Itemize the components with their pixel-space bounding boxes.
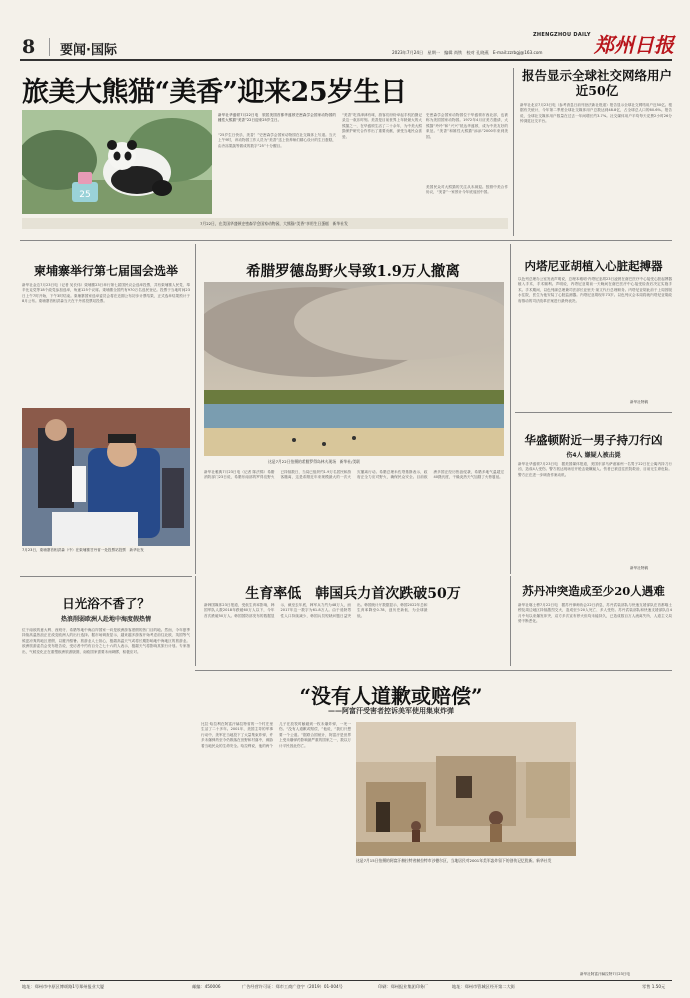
cambodia-caption: 7月23日，柬埔寨首相洪森（中）在柬埔寨甘丹省一处投票站投票 新华社发: [22, 548, 144, 552]
footer-ads: 广告经营许可证：郑市工商广登字（2019）01-004号: [242, 984, 343, 989]
masthead-pinyin: ZHENGZHOU DAILY: [533, 32, 591, 38]
section-rule: [515, 412, 672, 413]
footer-rule: [20, 980, 672, 981]
history-body-right: [583, 722, 672, 968]
greece-caption: 这是7月22日拍摄的希腊罗得岛林火现场 新华社/美联: [268, 459, 361, 464]
footer-printer-address: 地址：郑州市管城区经开第二大街: [452, 984, 515, 989]
birthrate-body: 新韩国媒体23日报道，受低生育率影响，韩国军队人数2018年跌破60万人以下，今年首次跌破50万人。韩国国防部发布的数据显示，截至去年底，韩军兵力约为48万人，而2017年这一数字为61.8万人。由于适龄男性人口持续减少，韩国兵员短缺问题日益突出。韩国统计厅数据显示，韩国2022年总和生育率降至0.78，创历史新低，为全球最低。: [204, 603, 428, 618]
panda-lead: 新华社华盛顿7月22日电 旅居美国首都华盛顿史密森学会国家动物园的雌性大熊猫“美香”22日迎来25岁生日。: [218, 113, 336, 123]
greece-photo: [204, 282, 504, 456]
panda-body-2: “美香”吃得津津有味，游客们纷纷举起手机拍摄记录这一欢乐时刻。美香是目前世界上年龄最大的大熊猫之一，在华盛顿生活了二十余年，为中美大熊猫保护研究合作作出了重要贡献，深受当地民众喜爱。: [342, 113, 422, 139]
column-divider: [510, 576, 511, 666]
column-divider: [513, 68, 514, 236]
sudan-headline: 苏丹冲突造成至少20人遇难: [522, 584, 665, 598]
greece-body: 新华社雅典7月23日电（记者 陈法锦）希腊消防部门23日说，希腊东南部的罗得岛野火已持续数日，当局已组织约1.9万名居民和游客撤离，这是希腊近年来规模最大的一次火灾撤离行动。希腊总理米佐塔基斯表示，政府正全力应对野火，确保民众安全。目前欧洲多国正经历热浪侵袭，希腊多地气温超过40摄氏度，干燥炎热天气加剧了火势蔓延。: [204, 470, 504, 480]
sunbath-subhead: 热浪削弱欧洲人赴地中海度假热情: [60, 616, 151, 623]
panda-photo: [22, 110, 212, 214]
column-divider: [195, 576, 196, 666]
greece-headline: 希腊罗德岛野火导致1.9万人撤离: [246, 263, 460, 280]
panda-caption: 7月22日，在美国华盛顿史密森学会国家动物园，大熊猫“美香”享用生日蛋糕 新华社发: [200, 221, 348, 226]
page-number: 8: [22, 36, 36, 58]
panda-body-1: “25岁生日快乐，美香！”史密森学会国家动物园在社交媒体上写道。当天上午9时，该动物园工作人员为“美香”送上营养师们精心设计的生日蛋糕，由冷冻果蔬等做成的数字“25”十分醒目。: [218, 133, 336, 148]
stabbing-headline: 华盛顿附近一男子持刀行凶: [524, 433, 663, 447]
birthrate-headline: 生育率低 韩国兵力首次跌破50万: [245, 586, 461, 602]
history-photo: [356, 722, 576, 856]
panda-headline: 旅美大熊猫“美香”迎来25岁生日: [22, 77, 407, 108]
page-header: [0, 0, 690, 58]
transplant-body: 以色列总理办公室发表声明说，总理本雅明·内塔尼亚胡23日凌晨在谢巴医疗中心接受心脏起搏器植入手术，手术顺利。声明说，内塔尼亚胡前一天晚间在谢巴医疗中心接受检查后决定实施手术。手术期间，以色列副总理兼司法部长亚里夫·莱文代行总理职务。内塔尼亚胡此前于上周因脱水住院，医生为他安装了心脏监测器。内塔尼亚胡现年73岁。以色列议会本周将就内塔尼亚胡政府推动的司法改革法案进行最终表决。: [518, 277, 672, 303]
masthead-logo: 郑州日报: [594, 33, 674, 57]
cambodia-body: 新华社金边7月23日电（记者 吴长伟）柬埔寨23日举行第七届国民议会选举投票，共有柬埔寨人民党、奉辛比克党等18个政党参加选举，角逐125个议席。柬埔寨全国约有970万名选民登记。投票于当地时间23日上午7时开始，下午3时结束。柬埔寨国家选举委员会将在近期公布初步计票结果，正式选举结果预计于8月公布。柬埔寨首相洪森当天在干丹省投票站投票。: [22, 283, 190, 304]
header-rule: [20, 59, 672, 61]
footer-price: 零售 1.50元: [642, 984, 666, 989]
section-rule: [20, 240, 672, 241]
footer-postcode: 邮编：450006: [192, 984, 221, 989]
transplant-credit: 新华社特稿: [630, 400, 648, 404]
column-divider: [510, 244, 511, 574]
report-headline: 报告显示全球社交网络用户近50亿: [522, 68, 673, 98]
section-rule: [20, 576, 192, 577]
cambodia-headline: 柬埔寨举行第七届国会选举: [33, 264, 178, 278]
sunbath-body: 位于南欧的意大利、西班牙、希腊等地中海沿岸国家一向是欧洲游客度假的热门目的地。然而，今年夏季持续高温热浪正在改变欧洲人的出行选择。据市场调查显示，越来越多游客开始考虑前往北欧、英国等气候更凉爽的地区度假，以避开酷暑。旅游业人士担心，极端高温天气或将长期影响地中海地区的旅游业。欧洲旅游委员会发布报告说，受访者中约有百分之七十六的人表示，极端天气将影响其旅行计划。专家指出，气候变化正在重塑欧洲旅游版图，南欧国家需要未雨绸缪，积极应对。: [22, 628, 190, 654]
header-meta: 2023年7月24日 星期一 编辑 尚铁 校对 孔晓燕 E-mail:zzrbgj@163.com: [392, 50, 543, 55]
section-title: 要闻·国际: [60, 43, 117, 58]
history-subhead: ——阿富汗受害者控诉美军使用集束炸弹: [328, 707, 454, 715]
history-headline: “没有人道歉或赔偿”: [299, 684, 483, 708]
svg-text:25: 25: [79, 190, 91, 200]
footer: [22, 984, 672, 994]
sunbath-headline: 日光浴不香了？: [62, 596, 150, 611]
section-rule: [195, 670, 672, 671]
report-body: 新华社北京7月23日电（参考消息日前刊登法新社报道）报告显示全球社交网络用户近50亿。根据有关统计，今年第二季度全球社交媒体用户总数达到48.8亿，占全球总人口的60.6%。报告说，全球社交媒体用户数量在过去一年间增长约3.7%。社交媒体用户平均每天花费2小时26分钟浏览社交平台。: [520, 103, 672, 124]
header-divider: [49, 38, 50, 56]
history-caption: 这是7月15日拍摄的阿富汗赫拉特省赫拉特市沙德尔区，当地居民对2001年美军轰炸留下的创伤记忆犹新。新华社发: [356, 858, 552, 863]
history-credit: 新华社阿富汗赫拉特7月23日电: [580, 972, 630, 976]
footer-address: 地址：郑州市中原区博颂路1号郑州报业大厦: [22, 984, 105, 989]
history-body: 比拉·哈拉利在阿富汗赫拉特省的一个村庄里生活了二十多年。2001年，美国主导的军事行动中，美军在当地投下了大量集束炸弹，许多未爆弹药至今仍散落在田野和村落中，威胁着当地民众的生命安全。哈拉利说，他的两个儿子在放牧时触碰到一枚未爆炸弹，一死一伤。“没有人道歉或赔偿，”他说，“我们只想要一个公道。”据联合国统计，阿富汗是世界上受未爆弹药影响最严重的国家之一，数以万计平民因此伤亡。: [201, 722, 351, 748]
footer-printer: 印刷：郑州报业集团印务厂: [378, 984, 429, 989]
panda-body-4: 美国民众对大熊猫的关注从未减退。按照中美合作协议，“美香”一家预计今年底返回中国。: [426, 185, 508, 195]
stabbing-credit: 新华社特稿: [630, 566, 648, 570]
transplant-headline: 内塔尼亚胡植入心脏起搏器: [524, 259, 663, 273]
panda-body-3: 史密森学会国家动物园位于华盛顿市西北部，也被称为美国国家动物园。1972年4月应美方邀请，大熊猫“玲玲”和“兴兴”抵达华盛顿，成为中美友好的象征。“美香”和雄性大熊猫“添添”2000年来到美国。: [426, 113, 508, 139]
stabbing-body: 新华社华盛顿7月23日电 据美国媒体报道，美国东部马萨诸塞州一名男子22日在公寓内持刀行凶，造成4人受伤。警方抵达现场后开枪击毙嫌疑人。伤者已被送往医院救治，目前无生命危险。警方正在进一步调查作案动机。: [518, 462, 672, 477]
cambodia-photo: [22, 408, 190, 546]
sudan-body: 新华社喀土穆7月22日电 据苏丹律师协会22日消息，苏丹武装部队与快速支援部队在首都喀土穆及周边地区持续激烈交火，造成至少20人死亡、多人受伤。苏丹武装部队和快速支援部队自4月中旬以来爆发冲突，双方多次宣布停火但均未能持久，已造成数百万人流离失所，人道主义局势不断恶化。: [518, 603, 672, 624]
column-divider: [195, 244, 196, 574]
stabbing-subhead: 伤4人 嫌疑人被击毙: [566, 452, 621, 459]
